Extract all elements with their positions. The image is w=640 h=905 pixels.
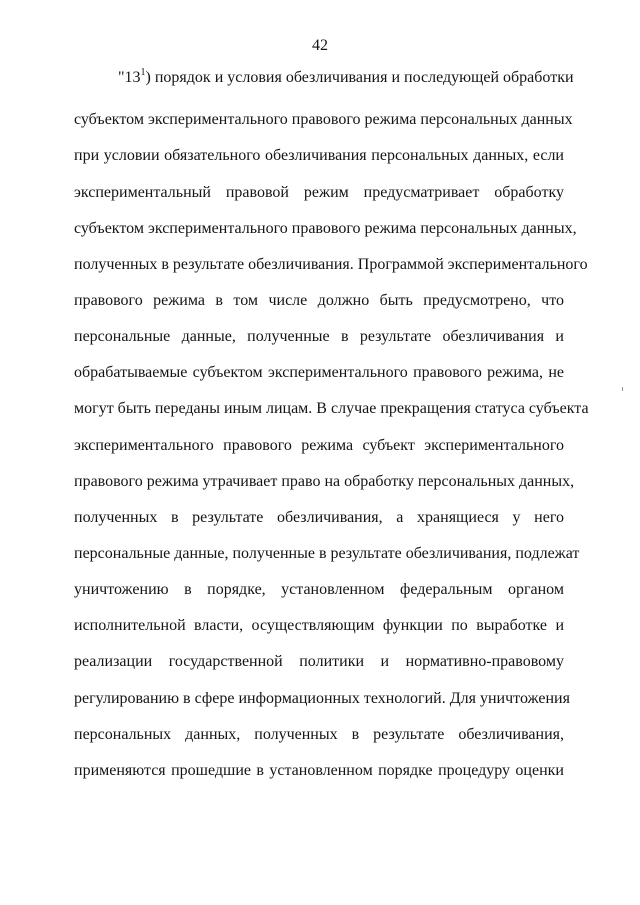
paragraph-line-11: экспериментального правового режима субъект экспериментального <box>74 437 564 454</box>
paragraph-line-16: исполнительной власти, осуществляющим функции по выработке и <box>74 617 564 634</box>
paragraph-line-12: правового режима утрачивает право на обработку персональных данных, <box>74 473 575 490</box>
page-number: 42 <box>312 37 328 54</box>
scan-margin-mark <box>622 387 623 391</box>
paragraph-line-14: персональные данные, полученные в результате обезличивания, подлежат <box>74 545 580 562</box>
paragraph-line-7: правового режима в том числе должно быть предусмотрено, что <box>74 292 564 309</box>
paragraph-line-13: полученных в результате обезличивания, а хранящиеся у него <box>74 509 564 526</box>
paragraph-line-3: при условии обязательного обезличивания персональных данных, если <box>74 147 564 164</box>
paragraph-line-17: реализации государственной политики и нормативно-правовому <box>74 653 564 670</box>
paragraph-line-20: применяются прошедшие в установленном порядке процедуру оценки <box>74 762 564 779</box>
paragraph-line-15: уничтожению в порядке, установленном федеральным органом <box>74 581 564 598</box>
paragraph-line-4: экспериментальный правовой режим предусматривает обработку <box>74 184 564 201</box>
paragraph-line-8: персональные данные, полученные в результате обезличивания и <box>74 328 564 345</box>
item-number-open: "13 <box>118 69 141 86</box>
paragraph-line-18: регулированию в сфере информационных технологий. Для уничтожения <box>74 690 570 707</box>
paragraph-line-1 <box>118 66 574 88</box>
paragraph-line-9: обрабатываемые субъектом экспериментального правового режима, не <box>74 364 564 381</box>
paragraph-line-10: могут быть переданы иным лицам. В случае прекращения статуса субъекта <box>74 400 589 417</box>
paragraph-line-6: полученных в результате обезличивания. Программой экспериментального <box>74 256 588 273</box>
paragraph-line-5: субъектом экспериментального правового режима персональных данных, <box>74 220 577 237</box>
paragraph-line-1-text: ) порядок и условия обезличивания и последующей обработки <box>145 69 574 86</box>
paragraph-line-2: субъектом экспериментального правового режима персональных данных <box>74 111 573 128</box>
paragraph-line-19: персональных данных, полученных в результате обезличивания, <box>74 726 564 743</box>
item-number-superscript: 1 <box>140 66 146 78</box>
